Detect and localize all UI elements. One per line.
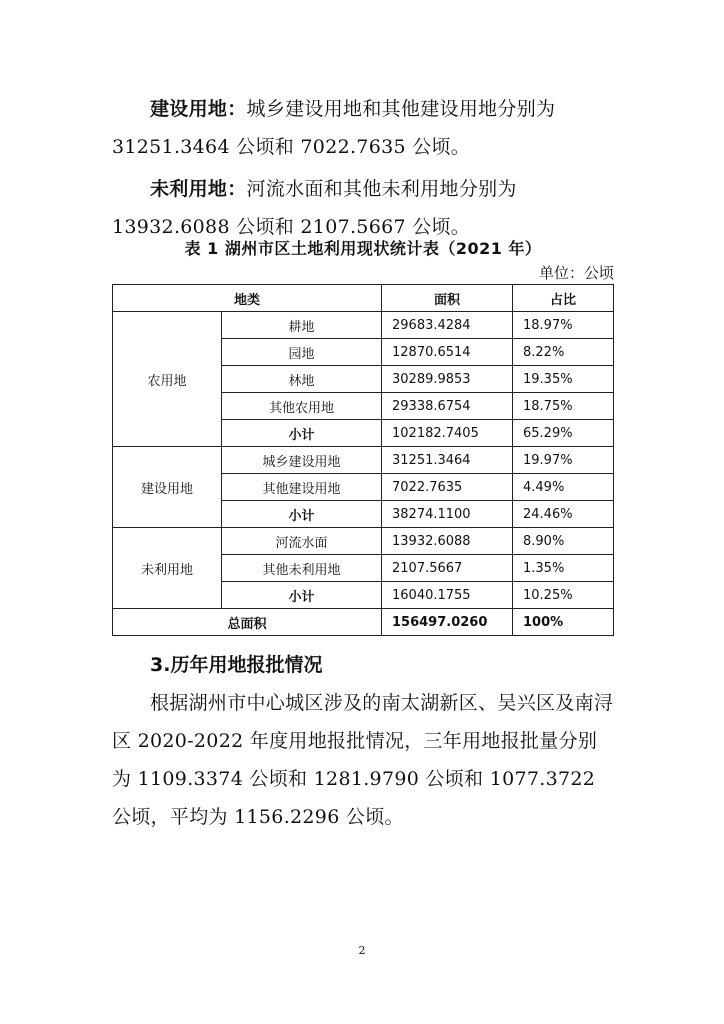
section-heading: 3.历年用地报批情况 <box>150 654 323 676</box>
paragraph-unused-land <box>112 170 614 246</box>
table-caption: 表 1 湖州市区土地利用现状统计表（2021 年） <box>184 239 542 258</box>
total-row <box>113 609 614 636</box>
area-cell: 30289.9853 <box>382 366 513 393</box>
paragraph-text: 河流水面和其他未利用地分别为 13932.6088 公顷和 2107.5667 公顷。 <box>112 178 517 238</box>
percent-cell: 18.75% <box>513 393 614 420</box>
table-header-row <box>113 285 614 312</box>
percent-cell: 65.29% <box>513 420 614 447</box>
land-use-table <box>112 284 614 636</box>
area-cell: 16040.1755 <box>382 582 513 609</box>
land-type-cell: 其他农用地 <box>222 393 382 420</box>
land-type-cell: 其他未利用地 <box>222 555 382 582</box>
paragraph-label: 未利用地： <box>150 178 247 200</box>
percent-cell: 18.97% <box>513 312 614 339</box>
land-type-cell: 耕地 <box>222 312 382 339</box>
area-cell: 2107.5667 <box>382 555 513 582</box>
header-area: 面积 <box>382 285 513 312</box>
area-cell: 29683.4284 <box>382 312 513 339</box>
group-name: 建设用地 <box>113 447 222 528</box>
area-cell: 29338.6754 <box>382 393 513 420</box>
group-name: 未利用地 <box>113 528 222 609</box>
subtotal-label: 小计 <box>222 582 382 609</box>
area-cell: 13932.6088 <box>382 528 513 555</box>
total-area: 156497.0260 <box>382 609 513 636</box>
land-type-cell: 河流水面 <box>222 528 382 555</box>
percent-cell: 8.90% <box>513 528 614 555</box>
page-number: 2 <box>358 944 366 957</box>
subtotal-label: 小计 <box>222 420 382 447</box>
area-cell: 7022.7635 <box>382 474 513 501</box>
table-unit: 单位：公顷 <box>538 264 614 282</box>
area-cell: 38274.1100 <box>382 501 513 528</box>
header-percent: 占比 <box>513 285 614 312</box>
area-cell: 31251.3464 <box>382 447 513 474</box>
area-cell: 102182.7405 <box>382 420 513 447</box>
header-land-type: 地类 <box>113 285 382 312</box>
land-type-cell: 城乡建设用地 <box>222 447 382 474</box>
percent-cell: 4.49% <box>513 474 614 501</box>
land-type-cell: 园地 <box>222 339 382 366</box>
paragraph-label: 建设用地： <box>150 98 247 120</box>
total-percent: 100% <box>513 609 614 636</box>
percent-cell: 1.35% <box>513 555 614 582</box>
land-type-cell: 林地 <box>222 366 382 393</box>
group-name: 农用地 <box>113 312 222 447</box>
paragraph-text: 城乡建设用地和其他建设用地分别为 31251.3464 公顷和 7022.7635 公顷。 <box>112 98 556 158</box>
subtotal-label: 小计 <box>222 501 382 528</box>
percent-cell: 19.35% <box>513 366 614 393</box>
land-type-cell: 其他建设用地 <box>222 474 382 501</box>
total-label: 总面积 <box>113 609 382 636</box>
table-row <box>113 312 614 339</box>
paragraph-construction-land <box>112 90 614 166</box>
section-paragraph: 根据湖州市中心城区涉及的南太湖新区、吴兴区及南浔区 2020-2022 年度用地报批情况，三年用地报批量分别为 1109.3374 公顷和 1281.9790 公顷和 1077.3722 公顷，平均为 1156.2296 公顷。 <box>112 692 614 828</box>
area-cell: 12870.6514 <box>382 339 513 366</box>
percent-cell: 24.46% <box>513 501 614 528</box>
table-row <box>113 447 614 474</box>
percent-cell: 19.97% <box>513 447 614 474</box>
percent-cell: 10.25% <box>513 582 614 609</box>
percent-cell: 8.22% <box>513 339 614 366</box>
table-row <box>113 528 614 555</box>
